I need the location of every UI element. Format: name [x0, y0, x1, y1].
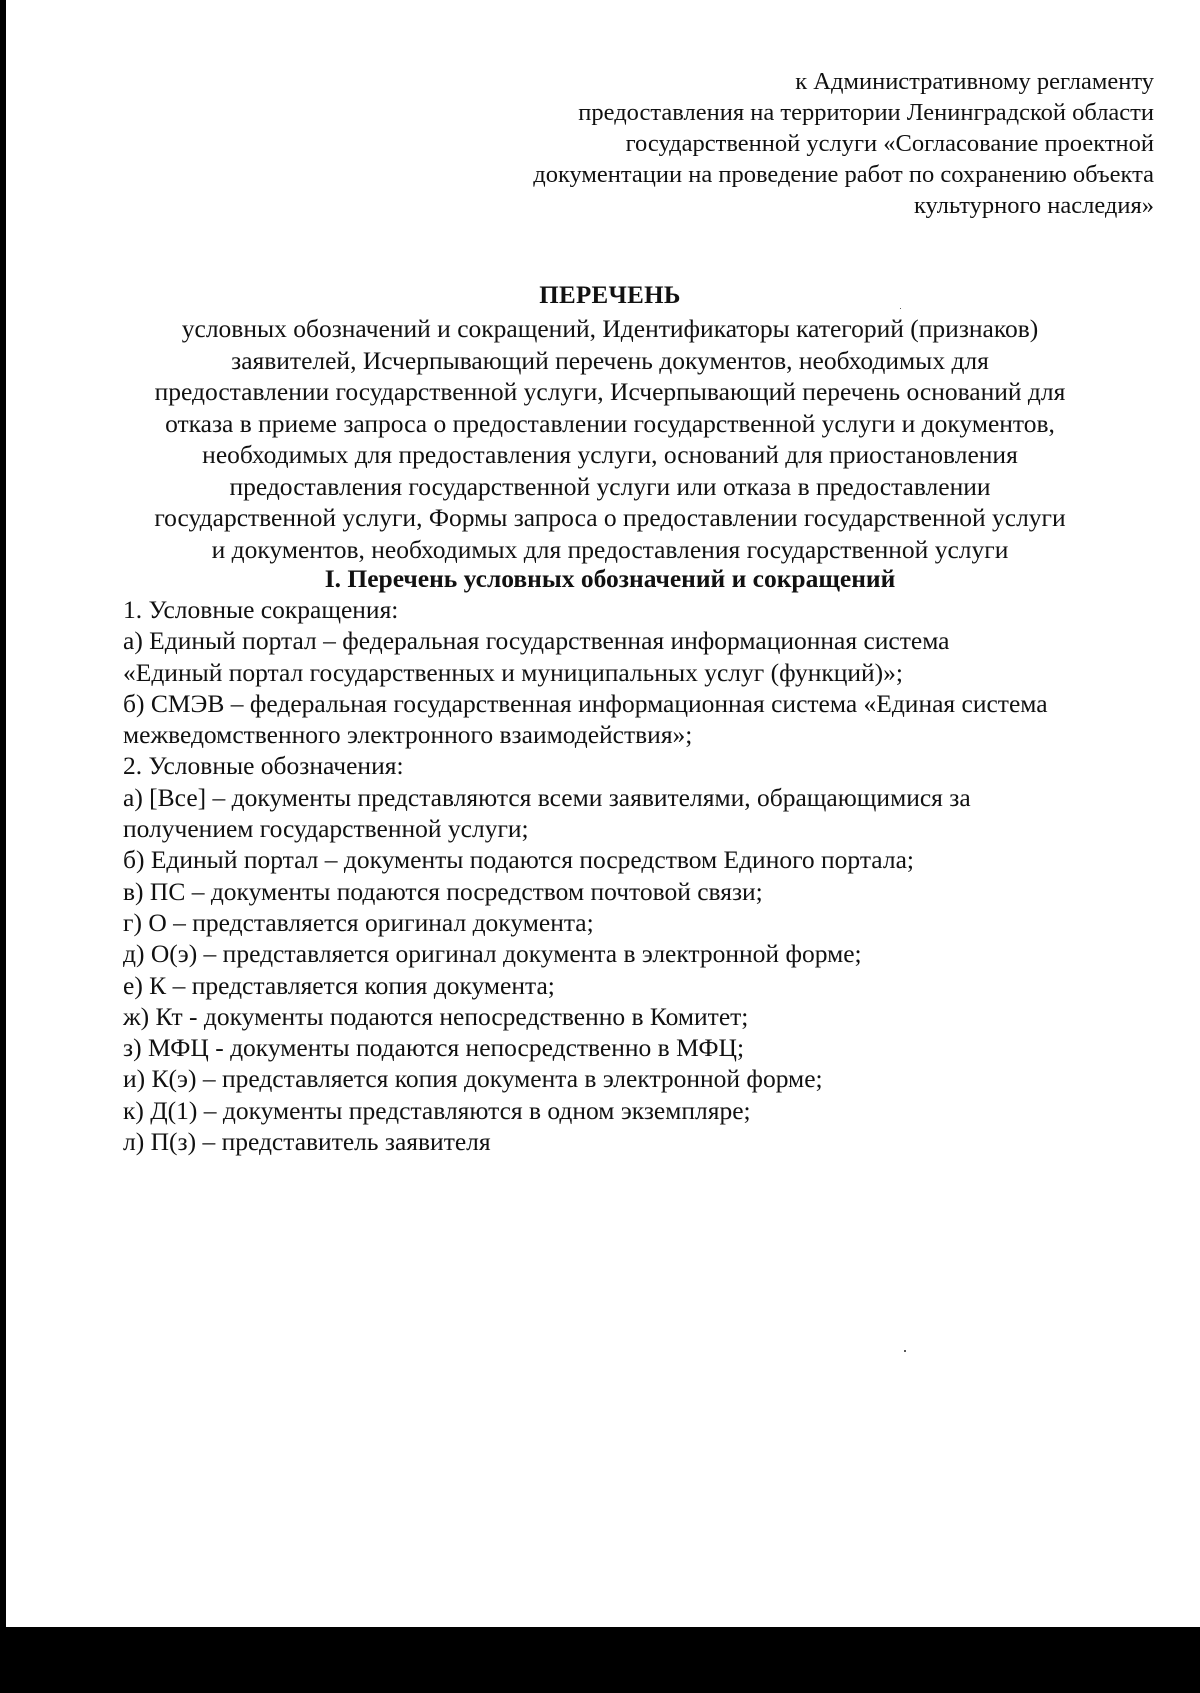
list-item: а) [Все] – документы представляются всеми заявителями, обращающимися за [123, 782, 971, 812]
title-description-line: и документов, необходимых для предоставления государственной услуги [211, 534, 1009, 564]
list-item-continuation: «Единый портал государственных и муниципальных услуг (функций)»; [123, 657, 904, 687]
document-title-block [110, 280, 1110, 565]
designations-heading: 2. Условные обозначения: [123, 751, 404, 781]
list-item: з) МФЦ - документы подаются непосредственно в МФЦ; [123, 1033, 745, 1063]
list-item: д) О(э) – представляется оригинал документа в электронной форме; [123, 939, 862, 969]
title-description-line: необходимых для предоставления услуги, оснований для приостановления [202, 440, 1018, 469]
list-item: г) О – представляется оригинал документа; [123, 907, 594, 937]
list-item: и) К(э) – представляется копия документа в электронной форме; [123, 1064, 823, 1094]
title-description-line: заявителей, Исчерпывающий перечень документов, необходимых для [231, 345, 989, 375]
scan-speck [904, 1350, 906, 1352]
list-item: в) ПС – документы подаются посредством почтовой связи; [123, 876, 763, 906]
abbreviations-heading: 1. Условные сокращения: [123, 595, 399, 624]
list-item: а) Единый портал – федеральная государственная информационная система [123, 626, 950, 656]
list-item: к) Д(1) – документы представляются в одном экземпляре; [123, 1095, 751, 1125]
header-line: к Административному регламенту [795, 68, 1154, 95]
list-item: б) СМЭВ – федеральная государственная информационная система «Единая система [123, 688, 1048, 718]
section-heading: I. Перечень условных обозначений и сокращений [324, 564, 896, 593]
title-description-line: предоставления государственной услуги или отказа в предоставлении [229, 471, 991, 501]
list-item: е) К – представляется копия документа; [123, 970, 555, 1000]
header-line: предоставления на территории Ленинградской области [578, 99, 1154, 126]
title-description-line: государственной услуги, Формы запроса о предоставлении государственной услуги [154, 503, 1066, 532]
appendix-header [394, 66, 1154, 221]
scan-speck [900, 308, 901, 309]
header-line: культурного наследия» [914, 192, 1154, 219]
list-item-continuation: межведомственного электронного взаимодействия»; [123, 720, 693, 750]
header-line: государственной услуги «Согласование проектной [625, 130, 1154, 157]
title-description-line: условных обозначений и сокращений, Идентификаторы категорий (признаков) [181, 314, 1039, 343]
title-description-line: предоставлении государственной услуги, Исчерпывающий перечень оснований для [154, 377, 1066, 406]
scan-bottom-band [0, 1627, 1200, 1693]
header-line: документации на проведение работ по сохранению объекта [533, 161, 1154, 188]
title-description-line: отказа в приеме запроса о предоставлении государственной услуги и документов, [165, 408, 1055, 438]
document-title: ПЕРЕЧЕНЬ [539, 282, 681, 309]
list-item: б) Единый портал – документы подаются посредством Единого портала; [123, 845, 914, 875]
section-body [123, 594, 1163, 1157]
list-item-continuation: получением государственной услуги; [123, 814, 529, 844]
list-item: л) П(з) – представитель заявителя [123, 1127, 491, 1157]
list-item: ж) Кт - документы подаются непосредственно в Комитет; [123, 1001, 749, 1031]
